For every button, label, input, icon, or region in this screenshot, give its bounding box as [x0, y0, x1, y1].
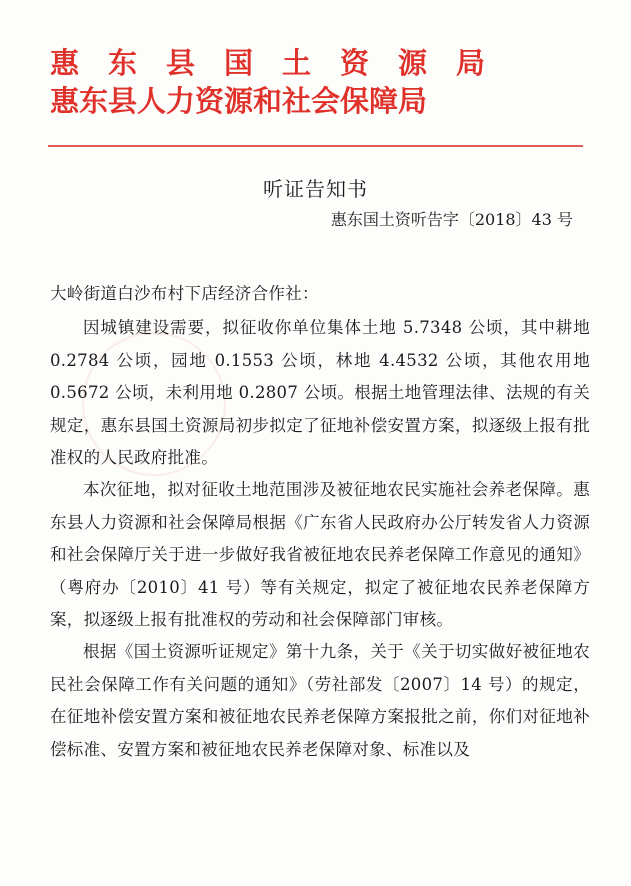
- body-paragraph-3: 根据《国土资源听证规定》第十九条，关于《关于切实做好被征地农民社会保障工作有关问题的通知》（劳社部发〔2007〕14 号）的规定，在征地补偿安置方案和被征地农民养老保障方案报批之前，你们对征地补偿标准、安置方案和被征地农民养老保障对象、标准以及: [50, 642, 590, 759]
- header-divider: [48, 145, 583, 147]
- body-paragraph-2: 本次征地，拟对征收土地范围涉及被征地农民实施社会养老保障。惠东县人力资源和社会保障局根据《广东省人民政府办公厅转发省人力资源和社会保障厅关于进一步做好我省被征地农民养老保障工作意见的通知》（粤府办〔2010〕41 号）等有关规定，拟定了被征地农民养老保障方案，拟逐级上报有批准权的劳动和社会保障部门审核。: [50, 480, 590, 630]
- document-title: 听证告知书: [263, 177, 368, 201]
- document-body: [50, 278, 590, 766]
- issuer-header-hr-bureau: 惠东县人力资源和社会保障局: [50, 84, 428, 118]
- addressee: 大岭街道白沙布村下店经济合作社：: [50, 284, 319, 303]
- body-paragraph-1: 因城镇建设需要，拟征收你单位集体土地 5.7348 公顷，其中耕地 0.2784 公顷，园地 0.1553 公顷，林地 4.4532 公顷，其他农用地 0.5672 公顷，未利用地 0.2807 公顷。根据土地管理法律、法规的有关规定，惠东县国土资源局初步拟定了征地补偿安置方案，拟逐级上报有批准权的人民政府批准。: [50, 318, 590, 468]
- issuer-header-land-bureau: 惠 东 县 国 土 资 源 局: [50, 46, 486, 80]
- document-number: 惠东国土资听告字〔2018〕43 号: [330, 210, 573, 229]
